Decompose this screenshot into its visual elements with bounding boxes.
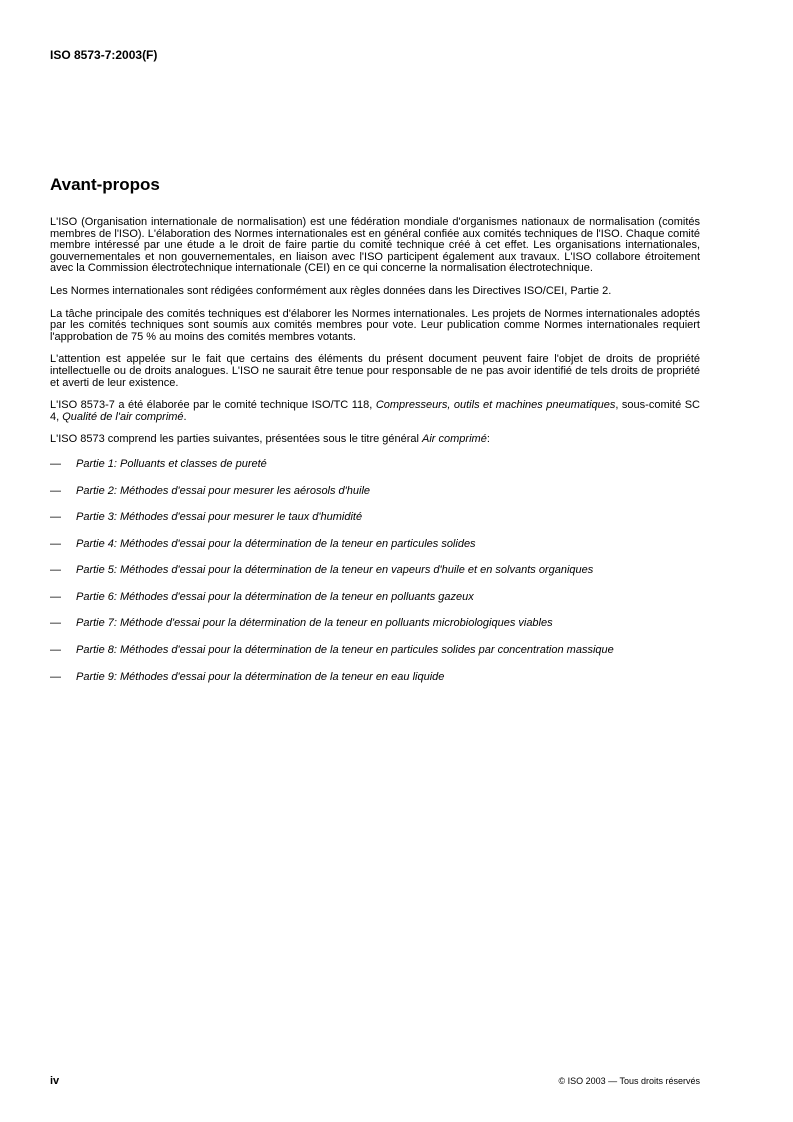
paragraph-prepared-by — [50, 400, 700, 423]
subcommittee-title: Qualité de l'air comprimé — [62, 410, 184, 423]
parts-intro-end: : — [486, 433, 490, 446]
dash-icon: — — [50, 670, 61, 683]
prepared-by-text: L'ISO 8573-7 a été élaborée par le comité technique ISO/TC 118, — [50, 399, 376, 412]
copyright-notice: © ISO 2003 — Tous droits réservés — [558, 1076, 700, 1086]
part-label: Partie 3: Méthodes d'essai pour mesurer le taux d'humidité — [76, 511, 363, 524]
paragraph-committees: La tâche principale des comités techniques est d'élaborer les Normes internationales. Les projets de Normes internationales adoptés par les comités techniques sont soumis aux comités membres pour vote. Leur publication comme Normes internationales requiert l'approbation de 75 % au moins des comités membres votants. — [50, 307, 700, 343]
paragraph-patent-rights: L'attention est appelée sur le fait que certains des éléments du présent document peuvent faire l'objet de droits de propriété intellectuelle ou de droits analogues. L'ISO ne saurait être tenue pour responsable de ne pas avoir identifié de tels droits de propriété et averti de leur existence. — [50, 353, 700, 389]
dash-icon: — — [50, 457, 61, 470]
part-label: Partie 2: Méthodes d'essai pour mesurer les aérosols d'huile — [76, 484, 371, 497]
prepared-by-end: . — [183, 410, 187, 423]
foreword-body — [50, 217, 700, 698]
dash-icon: — — [50, 644, 61, 657]
part-label: Partie 1: Polluants et classes de pureté — [76, 457, 267, 470]
parts-list — [50, 459, 700, 683]
list-item — [50, 512, 700, 524]
general-title: Air comprimé — [422, 433, 487, 446]
part-label: Partie 9: Méthodes d'essai pour la détermination de la teneur en eau liquide — [76, 670, 445, 683]
section-title: Avant-propos — [50, 175, 160, 194]
part-label: Partie 4: Méthodes d'essai pour la détermination de la teneur en particules solides — [76, 537, 476, 550]
part-label: Partie 5: Méthodes d'essai pour la détermination de la teneur en vapeurs d'huile et en solvants organiques — [76, 564, 594, 577]
list-item — [50, 459, 700, 471]
subcommittee-text: , sous-comité SC 4, — [50, 399, 700, 423]
paragraph-directives: Les Normes internationales sont rédigées conformément aux règles données dans les Directives ISO/CEI, Partie 2. — [50, 284, 612, 297]
list-item — [50, 539, 700, 551]
page-number: iv — [50, 1075, 60, 1087]
list-item — [50, 592, 700, 604]
dash-icon: — — [50, 484, 61, 497]
list-item — [50, 645, 700, 657]
dash-icon: — — [50, 617, 61, 630]
parts-intro-text: L'ISO 8573 comprend les parties suivantes, présentées sous le titre général — [50, 433, 423, 446]
committee-title: Compresseurs, outils et machines pneumatiques — [375, 399, 616, 412]
paragraph-iso-intro: L'ISO (Organisation internationale de normalisation) est une fédération mondiale d'organismes nationaux de normalisation (comités membres de l'ISO). L'élaboration des Normes internationales est en général confiée aux comités techniques de l'ISO. Chaque comité membre intéressé par une étude a le droit de faire partie du comité technique créé à cet effet. Les organisations internationales, gouvernementales et non gouvernementales, en liaison avec l'ISO participent également aux travaux. L'ISO collabore étroitement avec la Commission électrotechnique internationale (CEI) en ce qui concerne la normalisation électrotechnique. — [50, 216, 700, 275]
part-label: Partie 8: Méthodes d'essai pour la détermination de la teneur en particules solides par concentration massique — [76, 644, 614, 657]
dash-icon: — — [50, 537, 61, 550]
dash-icon: — — [50, 511, 61, 524]
dash-icon: — — [50, 590, 61, 603]
dash-icon: — — [50, 564, 61, 577]
paragraph-parts-intro — [50, 434, 700, 446]
document-id: ISO 8573-7:2003(F) — [50, 48, 158, 62]
list-item — [50, 565, 700, 577]
list-item — [50, 486, 700, 498]
part-label: Partie 7: Méthode d'essai pour la détermination de la teneur en polluants microbiologiques viables — [76, 617, 553, 630]
list-item — [50, 618, 700, 630]
list-item — [50, 672, 700, 684]
part-label: Partie 6: Méthodes d'essai pour la détermination de la teneur en polluants gazeux — [76, 590, 474, 603]
